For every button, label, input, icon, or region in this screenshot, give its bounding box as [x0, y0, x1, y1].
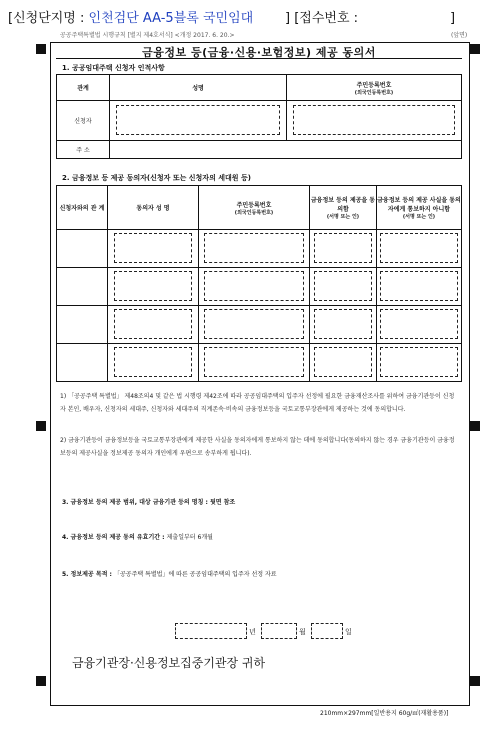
consenter-name-cell[interactable]: [108, 268, 199, 306]
item4-validity: 4. 금융정보 등의 제공 동의 유효기간 : 제출일부터 6개월: [62, 534, 213, 541]
registration-mark: [470, 676, 480, 686]
col-relation: 관계: [57, 75, 110, 101]
section1-heading: 1. 공공임대주택 신청자 인적사항: [62, 64, 165, 72]
registration-mark: [470, 421, 480, 431]
col-agree: 금융정보 등의 제공을 동의함 (서명 또는 인): [310, 186, 377, 230]
law-reference: 공공주택특별법 시행규칙 [별지 제4호서식] <개정 2017. 6. 20.>: [60, 32, 235, 39]
consent-note-2: 2) 금융기관등이 금융정보등을 국토교통부장관에게 제공한 사실을 동의자에게 통보하지 않는 데에 동의합니다(동의하지 않는 경우 금융기관등이 금융정보등의 제공사실을 정보제공 동의자 개인에게 우편으로 송부하게 됩니다).: [60, 437, 455, 457]
consenter-relation-cell[interactable]: [57, 268, 108, 306]
month-label: 월: [299, 628, 306, 636]
paper-spec: 210mm×297mm[일반용지 60g/㎡(재활용품)]: [320, 710, 449, 717]
complex-label: [신청단지명 : 인천검단 AA-5블록 국민임대: [8, 11, 254, 26]
consenter-id-cell[interactable]: [199, 306, 310, 344]
col-consenter-id: 주민등록번호 (외국인등록번호): [199, 186, 310, 230]
consenter-relation-cell[interactable]: [57, 344, 108, 382]
date-line: [175, 623, 355, 639]
consenter-name-cell[interactable]: [108, 306, 199, 344]
receipt-close: ]: [450, 11, 456, 26]
address-cell[interactable]: [110, 141, 462, 159]
agree-sign-cell[interactable]: [310, 230, 377, 268]
page-side: (앞면): [451, 32, 468, 39]
complex-name: 인천검단 AA-5블록 국민임대: [88, 11, 254, 26]
registration-mark: [470, 44, 480, 54]
section2-heading: 2. 금융정보 등 제공 동의자(신청자 또는 신청자의 세대원 등): [62, 174, 251, 182]
consenter-name-cell[interactable]: [108, 230, 199, 268]
agree-sign-cell[interactable]: [310, 268, 377, 306]
row-address: 주 소: [57, 141, 110, 159]
agree-sign-cell[interactable]: [310, 306, 377, 344]
consenter-id-cell[interactable]: [199, 268, 310, 306]
year-label: 년: [249, 628, 256, 636]
registration-mark: [36, 421, 46, 431]
registration-mark: [36, 44, 46, 54]
consenter-id-cell[interactable]: [199, 344, 310, 382]
col-consenter-name: 동의자 성 명: [108, 186, 199, 230]
receipt-label: ] [접수번호 :: [285, 11, 359, 26]
col-notify: 금융정보 등의 제공 사실을 동의자에게 통보하지 아니함 (서명 또는 인): [377, 186, 462, 230]
applicant-name-cell[interactable]: [110, 101, 287, 141]
registration-mark: [36, 676, 46, 686]
consenter-table: [56, 185, 462, 382]
month-field[interactable]: [261, 623, 297, 639]
notify-sign-cell[interactable]: [377, 268, 462, 306]
year-field[interactable]: [175, 623, 247, 639]
notify-sign-cell[interactable]: [377, 344, 462, 382]
consenter-id-cell[interactable]: [199, 230, 310, 268]
row-applicant: 신청자: [57, 101, 110, 141]
recipient: 금융기관장·신용정보집중기관장 귀하: [72, 656, 266, 670]
day-field[interactable]: [311, 623, 343, 639]
item5-purpose: 5. 정보제공 목적 : 「공공주택 특별법」에 따른 공공임대주택의 입주자 선정 자료: [62, 571, 277, 578]
item3-scope: 3. 금융정보 등의 제공 범위, 대상 금융기관 등의 명칭 : 뒷면 참조: [62, 499, 236, 506]
consenter-name-cell[interactable]: [108, 344, 199, 382]
applicant-id-cell[interactable]: [287, 101, 462, 141]
consent-note-1: 1) 「공공주택 특별법」 제48조의4 및 같은 법 시행령 제42조에 따라 공공임대주택의 입주자 선정에 필요한 금융재산조사를 위하여 금융기관등이 신청자 본인, 배우자, 신청자의 세대주, 신청자와 세대주의 직계존속·비속의 금융정보등을 국토교통부장관에게 제공하는 것에 동의합니다.: [60, 393, 455, 413]
consenter-relation-cell[interactable]: [57, 306, 108, 344]
col-relation-applicant: 신청자와의 관 계: [57, 186, 108, 230]
col-id: 주민등록번호 (외국인등록번호): [287, 75, 462, 101]
form-title: 금융정보 등(금융·신용·보험정보) 제공 동의서: [142, 46, 376, 59]
consenter-relation-cell[interactable]: [57, 230, 108, 268]
notify-sign-cell[interactable]: [377, 230, 462, 268]
agree-sign-cell[interactable]: [310, 344, 377, 382]
day-label: 일: [345, 628, 352, 636]
col-name: 성명: [110, 75, 287, 101]
applicant-table: [56, 74, 462, 159]
notify-sign-cell[interactable]: [377, 306, 462, 344]
